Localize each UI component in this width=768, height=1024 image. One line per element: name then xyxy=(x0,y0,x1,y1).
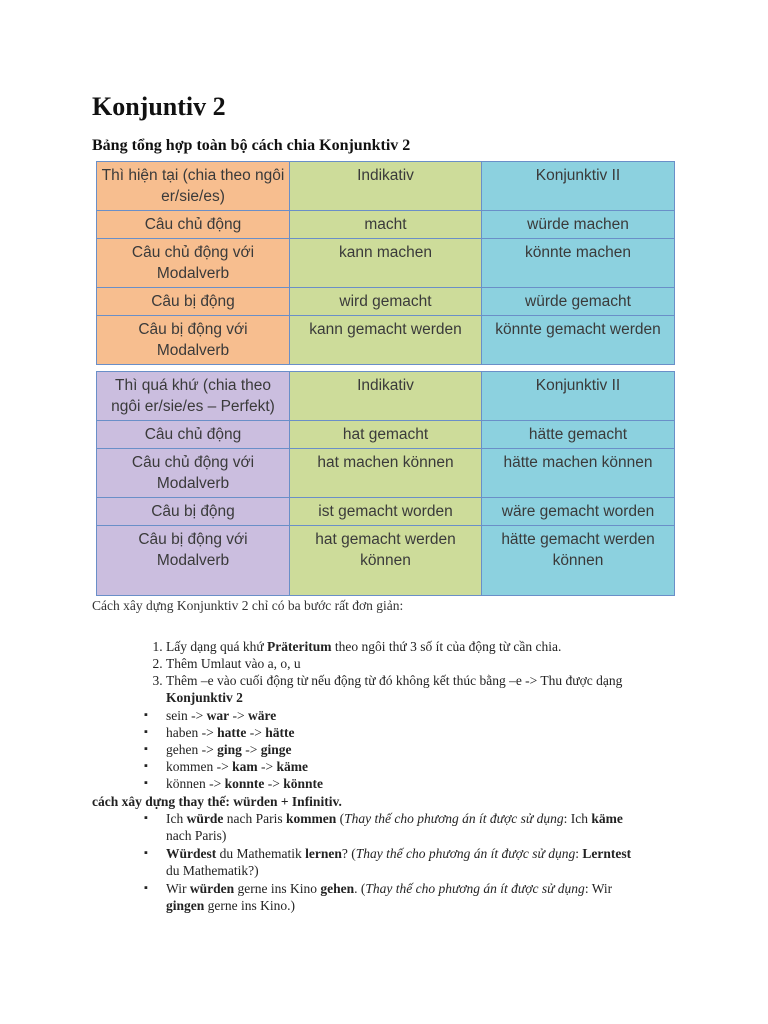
arrow-text: -> xyxy=(257,759,277,774)
verb-k2: hätte xyxy=(265,725,295,740)
arrow-text: -> xyxy=(241,742,261,757)
example-emphasis: lernen xyxy=(305,846,342,861)
list-item xyxy=(142,724,323,741)
verb-k2: wäre xyxy=(247,708,277,723)
example-emphasis: würden xyxy=(189,881,235,896)
table-cell: ist gemacht worden xyxy=(290,498,482,526)
verb-base: sein -> xyxy=(166,708,207,723)
list-item xyxy=(166,672,666,706)
list-item xyxy=(142,707,323,724)
example-text: nach Paris) xyxy=(166,828,227,843)
example-text: : Wir xyxy=(584,881,613,896)
table-cell: wäre gemacht worden xyxy=(482,498,675,526)
table-cell: kann gemacht werden xyxy=(290,316,482,365)
past-tense-table xyxy=(96,371,675,596)
table-cell: hätte gemacht werden können xyxy=(482,526,675,596)
example-text: du Mathematik?) xyxy=(166,863,259,878)
table-cell: hätte machen können xyxy=(482,449,675,498)
table-row xyxy=(97,449,675,498)
table-cell: Câu chủ động với Modalverb xyxy=(97,449,290,498)
example-text: Ich xyxy=(166,811,187,826)
intro-text: Cách xây dựng Konjunktiv 2 chỉ có ba bước rất đơn giản: xyxy=(92,598,404,613)
arrow-text: -> xyxy=(246,725,266,740)
table-cell: Câu chủ động với Modalverb xyxy=(97,239,290,288)
table-row xyxy=(97,239,675,288)
list-item xyxy=(142,741,323,758)
example-emphasis: gingen xyxy=(166,898,205,913)
alt-construction-heading: cách xây dựng thay thế: würden + Infinitiv. xyxy=(92,794,342,809)
verb-past: konnte xyxy=(224,776,265,791)
table-row xyxy=(97,316,675,365)
example-note: Thay thế cho phương án ít được sử dụng xyxy=(344,811,564,826)
list-item xyxy=(142,880,642,914)
step-emphasis: Konjunktiv 2 xyxy=(166,690,243,705)
page-title: Konjuntiv 2 xyxy=(92,92,226,121)
table-cell: hätte gemacht xyxy=(482,421,675,449)
list-item: 2. Thêm Umlaut vào a, o, u xyxy=(166,655,666,672)
example-emphasis: gehen xyxy=(320,881,355,896)
example-note: Thay thế cho phương án ít được sử dụng xyxy=(355,846,576,861)
example-text: ( xyxy=(336,811,345,826)
list-item xyxy=(166,638,666,655)
table-row xyxy=(97,526,675,596)
example-emphasis: Würdest xyxy=(166,846,217,861)
table-row xyxy=(97,421,675,449)
example-text: : Ich xyxy=(563,811,592,826)
table-header-cell: Konjunktiv II xyxy=(482,162,675,211)
example-text: . ( xyxy=(354,881,366,896)
arrow-text: -> xyxy=(264,776,284,791)
verb-past: war xyxy=(206,708,230,723)
table-cell: Câu bị động với Modalverb xyxy=(97,526,290,596)
table-header-cell: Thì quá khứ (chia theo ngôi er/sie/es – Perfekt) xyxy=(97,372,290,421)
verb-examples-list xyxy=(142,707,323,792)
page-subtitle: Bảng tổng hợp toàn bộ cách chia Konjunktiv 2 xyxy=(92,137,411,154)
verb-base: kommen -> xyxy=(166,759,233,774)
table-cell: Câu bị động xyxy=(97,288,290,316)
table-header-row xyxy=(97,162,675,211)
example-emphasis: kommen xyxy=(285,811,337,826)
table-cell: Câu bị động với Modalverb xyxy=(97,316,290,365)
example-emphasis: käme xyxy=(591,811,623,826)
example-emphasis: Lerntest xyxy=(582,846,632,861)
step-text: theo ngôi thứ 3 số ít của động từ cần chia. xyxy=(331,639,562,654)
table-cell: Câu chủ động xyxy=(97,211,290,239)
example-text: Wir xyxy=(166,881,190,896)
steps-list xyxy=(140,638,666,706)
verb-k2: könnte xyxy=(283,776,323,791)
table-row xyxy=(97,211,675,239)
list-item xyxy=(142,845,642,879)
sentence-examples-list xyxy=(142,810,642,915)
table-cell: Câu bị động xyxy=(97,498,290,526)
verb-k2: käme xyxy=(276,759,308,774)
table-cell: könnte machen xyxy=(482,239,675,288)
table-cell: hat gemacht xyxy=(290,421,482,449)
example-emphasis: würde xyxy=(186,811,224,826)
arrow-text: -> xyxy=(229,708,248,723)
verb-past: ging xyxy=(217,742,242,757)
table-cell: würde machen xyxy=(482,211,675,239)
step-text: Lấy dạng quá khứ xyxy=(166,639,268,654)
list-item xyxy=(142,775,323,792)
table-cell: macht xyxy=(290,211,482,239)
table-cell: würde gemacht xyxy=(482,288,675,316)
table-cell: hat machen können xyxy=(290,449,482,498)
table-header-cell: Konjunktiv II xyxy=(482,372,675,421)
table-header-cell: Indikativ xyxy=(290,372,482,421)
verb-base: können -> xyxy=(166,776,225,791)
example-text: gerne ins Kino.) xyxy=(204,898,295,913)
list-item xyxy=(142,810,642,844)
table-cell: kann machen xyxy=(290,239,482,288)
verb-k2: ginge xyxy=(260,742,292,757)
table-cell: wird gemacht xyxy=(290,288,482,316)
step-text: Thêm –e vào cuối động từ nếu động từ đó không kết thúc bằng –e -> Thu được dạng xyxy=(166,673,623,688)
table-cell: hat gemacht werden können xyxy=(290,526,482,596)
table-cell: könnte gemacht werden xyxy=(482,316,675,365)
example-text: : xyxy=(575,846,583,861)
list-item xyxy=(142,758,323,775)
verb-past: hatte xyxy=(217,725,247,740)
example-text: du Mathematik xyxy=(216,846,306,861)
table-row xyxy=(97,288,675,316)
table-cell: Câu chủ động xyxy=(97,421,290,449)
step-emphasis: Präteritum xyxy=(267,639,332,654)
example-note: Thay thế cho phương án ít được sử dụng xyxy=(365,881,585,896)
table-header-cell: Indikativ xyxy=(290,162,482,211)
table-header-row xyxy=(97,372,675,421)
verb-past: kam xyxy=(232,759,258,774)
example-text: nach Paris xyxy=(223,811,286,826)
table-row xyxy=(97,498,675,526)
table-header-cell: Thì hiện tại (chia theo ngôi er/sie/es) xyxy=(97,162,290,211)
present-tense-table xyxy=(96,161,675,365)
example-text: gerne ins Kino xyxy=(234,881,321,896)
verb-base: haben -> xyxy=(166,725,218,740)
verb-base: gehen -> xyxy=(166,742,218,757)
example-text: ? ( xyxy=(341,846,356,861)
